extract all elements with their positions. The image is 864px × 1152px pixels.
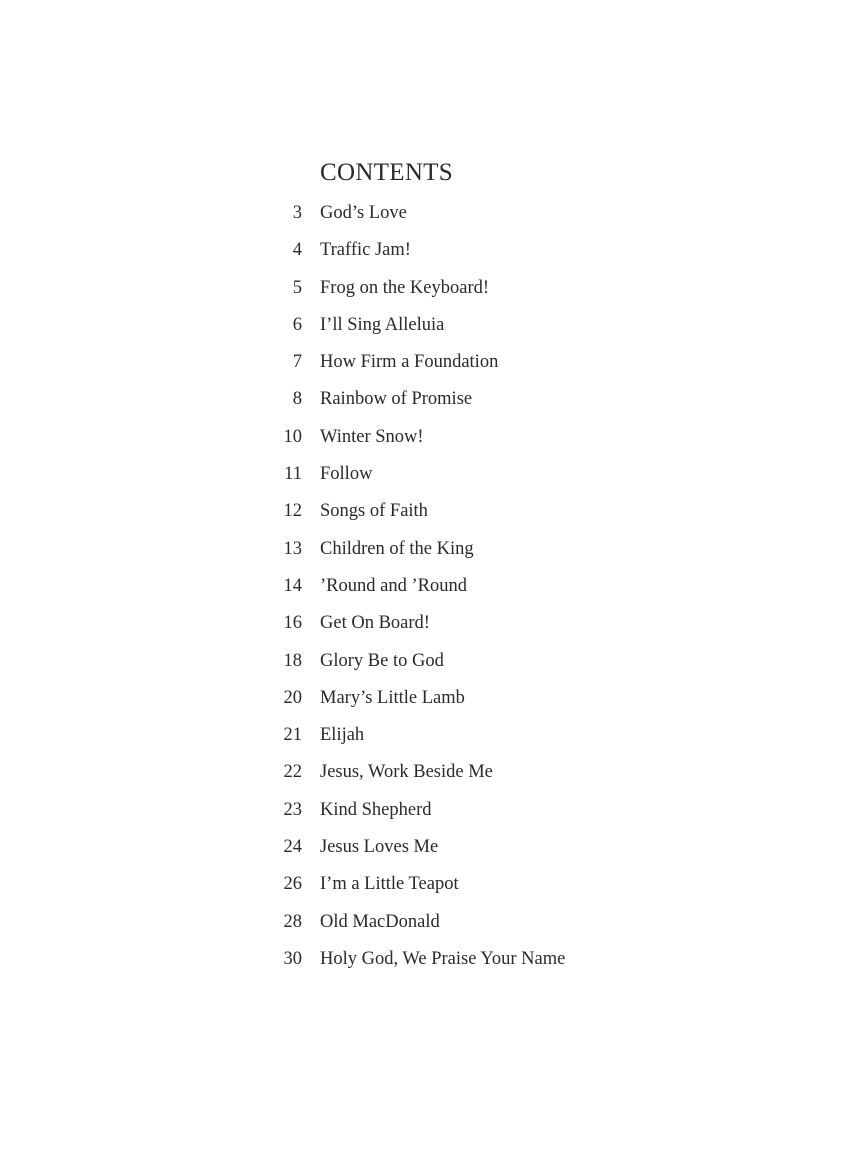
toc-song-title: Children of the King	[320, 538, 474, 559]
toc-entry	[0, 909, 864, 946]
toc-page-number: 5	[292, 277, 302, 298]
toc-page-number: 6	[292, 314, 302, 335]
toc-page-number: 4	[292, 240, 302, 261]
toc-page-number: 10	[283, 426, 302, 447]
toc-entry	[0, 237, 864, 274]
toc-page-number: 8	[292, 389, 302, 410]
toc-entry	[0, 424, 864, 461]
toc-entry	[0, 610, 864, 647]
toc-entry	[0, 386, 864, 423]
toc-song-title: Follow	[320, 464, 373, 485]
toc-page-number: 16	[283, 613, 302, 634]
toc-song-title: Rainbow of Promise	[320, 389, 473, 410]
toc-page-number: 30	[283, 948, 302, 969]
toc-entry	[0, 759, 864, 796]
toc-entry	[0, 275, 864, 312]
table-of-contents	[0, 200, 864, 983]
toc-entry	[0, 536, 864, 573]
toc-page-number: 3	[292, 203, 302, 223]
toc-song-title: Winter Snow!	[320, 426, 424, 447]
toc-song-title: Old MacDonald	[320, 911, 440, 932]
toc-page-number: 12	[283, 501, 302, 522]
toc-entry	[0, 834, 864, 871]
toc-song-title: I’m a Little Teapot	[320, 874, 459, 895]
toc-entry	[0, 946, 864, 983]
toc-song-title: Kind Shepherd	[320, 799, 432, 820]
toc-entry	[0, 722, 864, 759]
toc-song-title: How Firm a Foundation	[320, 352, 499, 373]
toc-page-number: 11	[284, 464, 302, 485]
toc-page-number: 13	[283, 538, 302, 559]
toc-entry	[0, 498, 864, 535]
toc-song-title: Glory Be to God	[320, 650, 444, 671]
toc-page-number: 21	[283, 725, 302, 746]
toc-song-title: Get On Board!	[320, 613, 430, 634]
toc-page-number: 22	[283, 762, 302, 783]
toc-page-number: 14	[283, 575, 302, 596]
toc-entry	[0, 871, 864, 908]
toc-entry	[0, 648, 864, 685]
toc-song-title: Traffic Jam!	[320, 240, 411, 261]
toc-entry	[0, 573, 864, 610]
toc-page-number: 24	[283, 837, 302, 858]
toc-entry	[0, 200, 864, 237]
toc-entry	[0, 797, 864, 834]
contents-heading: CONTENTS	[320, 159, 453, 186]
toc-page-number: 7	[292, 352, 302, 373]
toc-song-title: God’s Love	[320, 203, 407, 223]
toc-song-title: Mary’s Little Lamb	[320, 687, 465, 708]
toc-entry	[0, 685, 864, 722]
toc-page-number: 20	[283, 687, 302, 708]
toc-song-title: ’Round and ’Round	[320, 575, 467, 596]
toc-page-number: 18	[283, 650, 302, 671]
toc-entry	[0, 461, 864, 498]
toc-page-number: 26	[283, 874, 302, 895]
toc-entry	[0, 312, 864, 349]
toc-entry	[0, 349, 864, 386]
toc-song-title: Frog on the Keyboard!	[320, 277, 490, 298]
toc-song-title: Jesus, Work Beside Me	[320, 762, 493, 783]
toc-song-title: Songs of Faith	[320, 501, 428, 522]
toc-song-title: I’ll Sing Alleluia	[320, 314, 445, 335]
toc-song-title: Jesus Loves Me	[320, 837, 439, 858]
toc-page-number: 23	[283, 799, 302, 820]
toc-song-title: Elijah	[320, 725, 365, 746]
toc-page-number: 28	[283, 911, 302, 932]
toc-song-title: Holy God, We Praise Your Name	[320, 948, 566, 969]
